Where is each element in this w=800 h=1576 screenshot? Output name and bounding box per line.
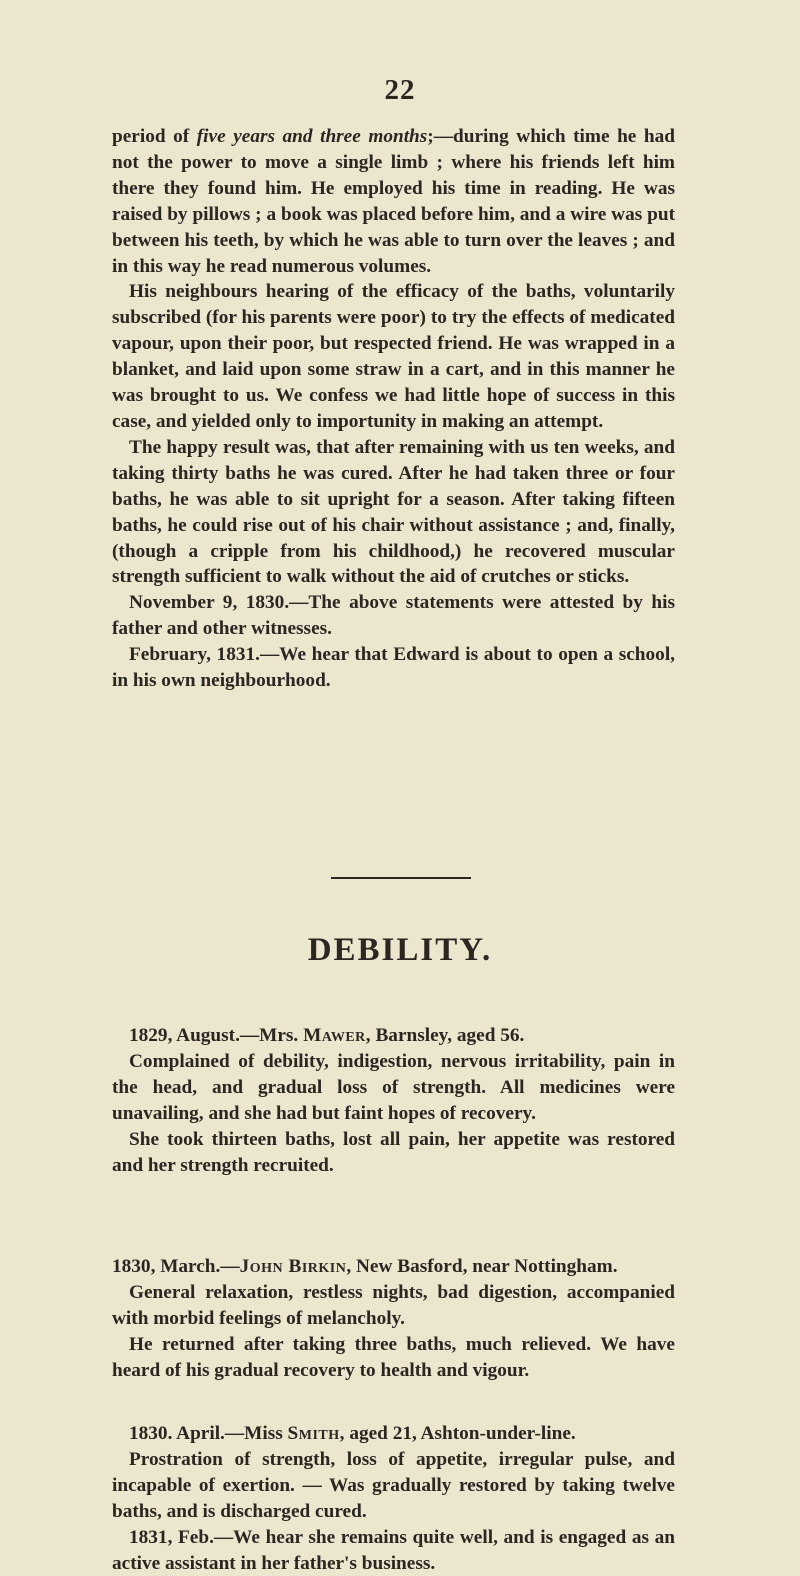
case-heading xyxy=(112,1254,675,1280)
case-details: , Barnsley, aged 56. xyxy=(365,1025,525,1046)
section-divider xyxy=(331,877,471,879)
patient-name: John Birkin xyxy=(239,1256,347,1277)
case-birkin xyxy=(112,1254,675,1384)
case-heading xyxy=(112,1023,675,1049)
text-run: period of xyxy=(112,126,197,147)
case-heading xyxy=(112,1421,675,1447)
case-date: 1830. April.—Miss xyxy=(129,1423,288,1444)
case-date: 1830, March.— xyxy=(112,1256,240,1277)
paragraph: February, 1831.—We hear that Edward is about to open a school, in his own neighbourhood. xyxy=(112,644,675,692)
paragraph: She took thirteen baths, lost all pain, her appetite was restored and her strength recruited. xyxy=(112,1128,675,1176)
paragraph: November 9, 1830.—The above statements were attested by his father and other witnesses. xyxy=(112,592,675,640)
patient-name: Smith xyxy=(287,1423,340,1444)
italic-phrase: five years and three months xyxy=(196,126,428,147)
paragraph: 1831, Feb.—We hear she remains quite well, and is engaged as an active assistant in her father's business. xyxy=(112,1526,675,1574)
paragraph: General relaxation, restless nights, bad digestion, accompanied with morbid feelings of melancholy. xyxy=(112,1281,675,1329)
case-mawer xyxy=(112,1023,675,1178)
case-continued xyxy=(112,124,675,694)
section-heading: DEBILITY. xyxy=(307,932,493,968)
patient-name: Mawer xyxy=(303,1025,366,1046)
case-details: , New Basford, near Nottingham. xyxy=(346,1256,618,1277)
text-run: ;—during which time he had not the power to move a single limb ; where his friends left him there they found him. He employed his time in reading. He was raised by pillows ; a book was placed before him, and a wire was put between his teeth, by which he was able to turn over the leaves ; and in this way he read numerous volumes. xyxy=(112,126,676,277)
paragraph: The happy result was, that after remaining with us ten weeks, and taking thirty baths he was cured. After he had taken three or four baths, he was able to sit upright for a season. After taking fifteen baths, he could rise out of his chair without assistance ; and, finally, (though a cripple from his childhood,) he recovered muscular strength sufficient to walk without the aid of crutches or sticks. xyxy=(112,436,675,588)
paragraph: His neighbours hearing of the efficacy of the baths, voluntarily subscribed (for his parents were poor) to try the effects of medicated vapour, upon their poor, but respected friend. He was wrapped in a blanket, and laid upon some straw in a cart, and in this manner he was brought to us. We confess we had little hope of success in this case, and yielded only to importunity in making an attempt. xyxy=(112,281,675,432)
paragraph xyxy=(112,124,675,279)
case-details: , aged 21, Ashton-under-line. xyxy=(339,1423,576,1444)
paragraph: Prostration of strength, loss of appetite, irregular pulse, and incapable of exertion. — Was gradually restored by taking twelve baths, and is discharged cured. xyxy=(112,1448,675,1522)
paragraph: He returned after taking three baths, much relieved. We have heard of his gradual recovery to health and vigour. xyxy=(112,1333,675,1381)
page-number: 22 xyxy=(384,74,416,106)
paragraph: Complained of debility, indigestion, nervous irritability, pain in the head, and gradual loss of strength. All medicines were unavailing, and she had but faint hopes of recovery. xyxy=(112,1050,675,1124)
case-date: 1829, August.—Mrs. xyxy=(129,1025,304,1046)
case-smith xyxy=(112,1421,675,1576)
